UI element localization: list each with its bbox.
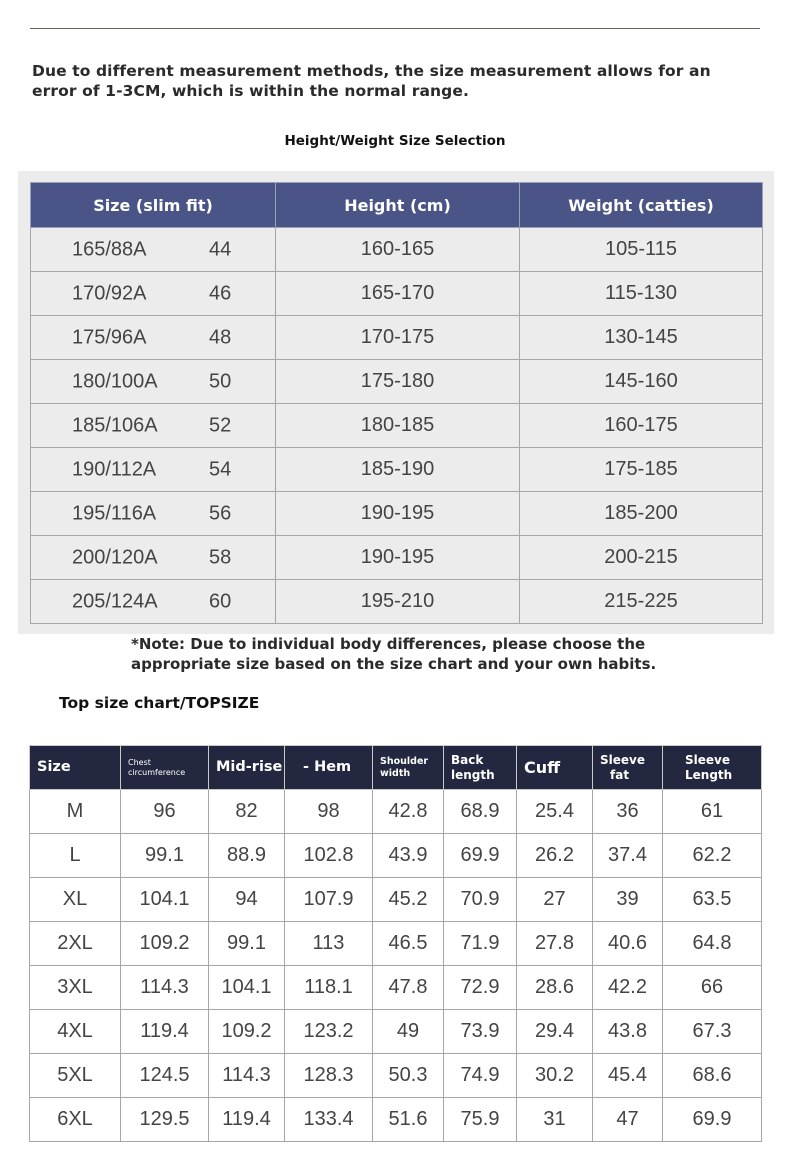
size-number: 56 [209,502,232,524]
column-header-size: Size (slim fit) [31,183,276,228]
height-cell: 195-210 [276,580,520,624]
hem-cell: 128.3 [285,1054,373,1098]
size-number: 46 [209,282,232,304]
column-header-hem: - Hem [285,746,373,790]
size-cell: M [30,790,121,834]
weight-cell: 185-200 [520,492,763,536]
back-length-cell: 69.9 [444,834,517,878]
size-cell [31,404,276,448]
sleeve-fat-cell: 42.2 [593,966,663,1010]
table-header-row [30,746,762,790]
column-header-sleeve-length: Sleeve Length [663,746,762,790]
cuff-cell: 27 [517,878,593,922]
table-row [31,228,763,272]
table-row [31,360,763,404]
hem-cell: 118.1 [285,966,373,1010]
column-header-shoulder: Shoulder width [373,746,444,790]
size-cell [31,492,276,536]
height-cell: 185-190 [276,448,520,492]
cuff-cell: 27.8 [517,922,593,966]
table-row [31,536,763,580]
top-divider [30,28,760,29]
table-header-row [31,183,763,228]
size-number: 52 [209,414,232,436]
size-cell: 3XL [30,966,121,1010]
shoulder-cell: 46.5 [373,922,444,966]
weight-cell: 145-160 [520,360,763,404]
sleeve-length-cell: 61 [663,790,762,834]
size-cell: XL [30,878,121,922]
shoulder-cell: 47.8 [373,966,444,1010]
table-row [30,966,762,1010]
cuff-cell: 31 [517,1098,593,1142]
size-cell [31,580,276,624]
height-cell: 190-195 [276,536,520,580]
column-header-height: Height (cm) [276,183,520,228]
table-row [30,790,762,834]
size-number: 44 [209,238,232,260]
height-weight-title: Height/Weight Size Selection [284,133,506,149]
mid-rise-cell: 119.4 [209,1098,285,1142]
shoulder-cell: 45.2 [373,878,444,922]
mid-rise-cell: 109.2 [209,1010,285,1054]
height-cell: 175-180 [276,360,520,404]
size-cell: 6XL [30,1098,121,1142]
size-code: 190/112A [72,458,157,480]
chest-cell: 99.1 [121,834,209,878]
table-row [30,1098,762,1142]
top-size-title: Top size chart/TOPSIZE [59,694,260,712]
measurement-disclaimer: Due to different measurement methods, the size measurement allows for an error of 1-3CM, which is within the normal range. [32,62,711,100]
size-code: 175/96A [72,326,147,348]
sleeve-fat-cell: 40.6 [593,922,663,966]
table-row [30,1054,762,1098]
cuff-cell: 25.4 [517,790,593,834]
hem-cell: 113 [285,922,373,966]
column-header-sleeve-fat: Sleeve fat [593,746,663,790]
column-header-back-length: Back length [444,746,517,790]
weight-cell: 215-225 [520,580,763,624]
mid-rise-cell: 114.3 [209,1054,285,1098]
table-row [31,580,763,624]
chest-cell: 96 [121,790,209,834]
sleeve-fat-cell: 36 [593,790,663,834]
height-weight-table [30,182,763,624]
back-length-cell: 74.9 [444,1054,517,1098]
size-code: 170/92A [72,282,147,304]
weight-cell: 160-175 [520,404,763,448]
sleeve-fat-cell: 37.4 [593,834,663,878]
table-row [31,404,763,448]
size-cell [31,448,276,492]
top-size-table [29,745,762,1142]
back-length-cell: 68.9 [444,790,517,834]
column-header-mid-rise: Mid-rise [209,746,285,790]
weight-cell: 115-130 [520,272,763,316]
back-length-cell: 72.9 [444,966,517,1010]
size-code: 165/88A [72,238,147,260]
weight-cell: 200-215 [520,536,763,580]
shoulder-cell: 43.9 [373,834,444,878]
chest-cell: 109.2 [121,922,209,966]
shoulder-cell: 51.6 [373,1098,444,1142]
cuff-cell: 28.6 [517,966,593,1010]
size-code: 185/106A [72,414,158,436]
sleeve-length-cell: 62.2 [663,834,762,878]
hem-cell: 133.4 [285,1098,373,1142]
sleeve-length-cell: 69.9 [663,1098,762,1142]
cuff-cell: 29.4 [517,1010,593,1054]
size-number: 58 [209,546,232,568]
weight-cell: 130-145 [520,316,763,360]
size-cell [31,316,276,360]
sleeve-length-cell: 64.8 [663,922,762,966]
height-cell: 165-170 [276,272,520,316]
height-cell: 190-195 [276,492,520,536]
height-cell: 160-165 [276,228,520,272]
height-cell: 170-175 [276,316,520,360]
size-cell: 4XL [30,1010,121,1054]
hem-cell: 98 [285,790,373,834]
table-row [31,316,763,360]
size-cell [31,272,276,316]
cuff-cell: 26.2 [517,834,593,878]
sleeve-fat-cell: 47 [593,1098,663,1142]
sleeve-fat-cell: 39 [593,878,663,922]
mid-rise-cell: 82 [209,790,285,834]
table-row [30,1010,762,1054]
shoulder-cell: 49 [373,1010,444,1054]
height-cell: 180-185 [276,404,520,448]
sleeve-fat-cell: 43.8 [593,1010,663,1054]
size-code: 205/124A [72,590,158,612]
sleeve-length-cell: 63.5 [663,878,762,922]
column-header-size: Size [30,746,121,790]
size-cell: 5XL [30,1054,121,1098]
size-cell [31,360,276,404]
size-cell: 2XL [30,922,121,966]
size-cell [31,536,276,580]
column-header-weight: Weight (catties) [520,183,763,228]
chest-cell: 114.3 [121,966,209,1010]
mid-rise-cell: 104.1 [209,966,285,1010]
hem-cell: 102.8 [285,834,373,878]
table-row [30,834,762,878]
hem-cell: 123.2 [285,1010,373,1054]
size-code: 180/100A [72,370,158,392]
size-number: 60 [209,590,232,612]
size-number: 50 [209,370,232,392]
chest-cell: 129.5 [121,1098,209,1142]
back-length-cell: 73.9 [444,1010,517,1054]
chest-cell: 119.4 [121,1010,209,1054]
size-number: 54 [209,458,232,480]
sleeve-length-cell: 68.6 [663,1054,762,1098]
hem-cell: 107.9 [285,878,373,922]
column-header-chest: Chest circumference [121,746,209,790]
weight-cell: 105-115 [520,228,763,272]
size-code: 200/120A [72,546,158,568]
cuff-cell: 30.2 [517,1054,593,1098]
table-row [31,492,763,536]
table-row [30,878,762,922]
table-row [31,272,763,316]
mid-rise-cell: 94 [209,878,285,922]
sleeve-fat-cell: 45.4 [593,1054,663,1098]
chest-cell: 104.1 [121,878,209,922]
mid-rise-cell: 99.1 [209,922,285,966]
size-code: 195/116A [72,502,157,524]
shoulder-cell: 50.3 [373,1054,444,1098]
mid-rise-cell: 88.9 [209,834,285,878]
size-note: *Note: Due to individual body differences, please choose the appropriate size based on the size chart and your own habits. [131,635,657,673]
size-cell: L [30,834,121,878]
shoulder-cell: 42.8 [373,790,444,834]
sleeve-length-cell: 67.3 [663,1010,762,1054]
table-row [31,448,763,492]
back-length-cell: 70.9 [444,878,517,922]
size-cell [31,228,276,272]
sleeve-length-cell: 66 [663,966,762,1010]
table-row [30,922,762,966]
size-number: 48 [209,326,232,348]
back-length-cell: 71.9 [444,922,517,966]
column-header-cuff: Cuff [517,746,593,790]
back-length-cell: 75.9 [444,1098,517,1142]
weight-cell: 175-185 [520,448,763,492]
chest-cell: 124.5 [121,1054,209,1098]
